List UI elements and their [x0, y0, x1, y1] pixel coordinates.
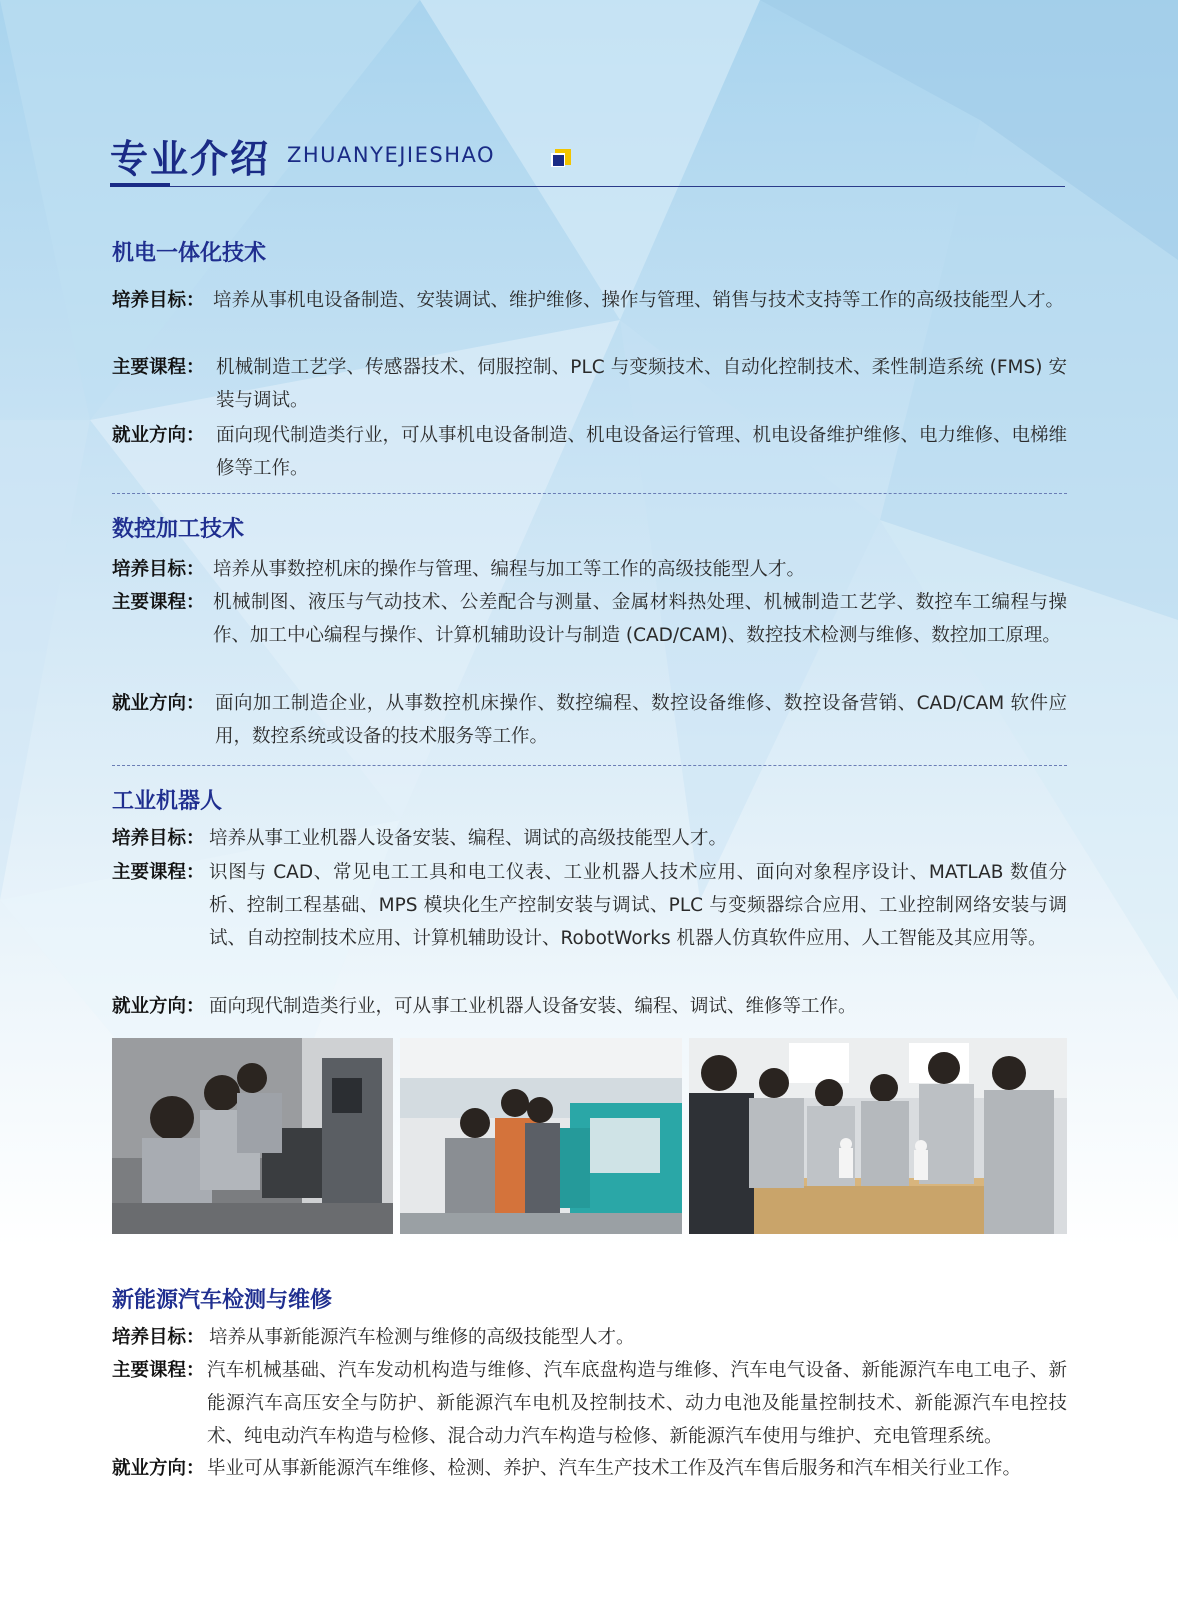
- photo-industrial-robot-class: [689, 1038, 1067, 1234]
- section-courses-row: [112, 586, 1067, 685]
- photo-cnc-machine-training: [400, 1038, 682, 1234]
- section-goal-row: [112, 822, 1067, 855]
- career-label: 就业方向：: [112, 425, 205, 446]
- section-goal-row: [112, 1321, 1067, 1354]
- career-text: 毕业可从事新能源汽车维修、检测、养护、汽车生产技术工作及汽车售后服务和汽车相关行业工作。: [207, 1458, 1022, 1479]
- section-career-row: [112, 990, 1067, 1023]
- header-divider-accent: [110, 183, 170, 187]
- header-divider: [110, 186, 1065, 187]
- goal-label: 培养目标：: [112, 1327, 205, 1348]
- courses-text: 机械制图、液压与气动技术、公差配合与测量、金属材料热处理、机械制造工艺学、数控车工编程与操作、加工中心编程与操作、计算机辅助设计与制造 (CAD/CAM)、数控技术检测与维修、数控加工原理。: [213, 592, 1067, 646]
- career-text: 面向现代制造类行业，可从事工业机器人设备安装、编程、调试、维修等工作。: [209, 996, 857, 1017]
- section-title: 工业机器人: [112, 789, 223, 814]
- section-courses-row: [112, 856, 1067, 988]
- courses-text: 机械制造工艺学、传感器技术、伺服控制、PLC 与变频技术、自动化控制技术、柔性制造系统 (FMS) 安装与调试。: [216, 357, 1067, 411]
- goal-label: 培养目标：: [112, 828, 205, 849]
- goal-label: 培养目标：: [112, 290, 205, 311]
- career-text: 面向现代制造类行业，可从事机电设备制造、机电设备运行管理、机电设备维护维修、电力维修、电梯维修等工作。: [216, 425, 1068, 479]
- section-divider: [112, 765, 1067, 766]
- courses-label: 主要课程：: [112, 1360, 205, 1381]
- courses-label: 主要课程：: [112, 592, 205, 613]
- section-divider: [112, 493, 1067, 494]
- section-title: 新能源汽车检测与维修: [112, 1288, 333, 1313]
- section-courses-row: [112, 1354, 1067, 1453]
- courses-text: 汽车机械基础、汽车发动机构造与维修、汽车底盘构造与维修、汽车电气设备、新能源汽车电工电子、新能源汽车高压安全与防护、新能源汽车电机及控制技术、动力电池及能量控制技术、新能源汽车电控技术、纯电动汽车构造与检修、混合动力汽车构造与检修、新能源汽车使用与维护、充电管理系统。: [207, 1360, 1067, 1447]
- section-title: 数控加工技术: [112, 517, 245, 542]
- section-career-row: [112, 687, 1067, 753]
- section-career-row: [112, 419, 1067, 485]
- section-courses-row: [112, 351, 1067, 417]
- goal-text: 培养从事数控机床的操作与管理、编程与加工等工作的高级技能型人才。: [213, 559, 806, 580]
- page-subtitle: ZHUANYEJIESHAO: [287, 143, 496, 167]
- career-label: 就业方向：: [112, 1458, 205, 1479]
- section-goal-row: [112, 553, 1067, 586]
- section-title: 机电一体化技术: [112, 241, 267, 266]
- career-text: 面向加工制造企业，从事数控机床操作、数控编程、数控设备维修、数控设备营销、CAD/CAM 软件应用，数控系统或设备的技术服务等工作。: [215, 693, 1067, 747]
- career-label: 就业方向：: [112, 996, 205, 1017]
- section-career-row: [112, 1452, 1067, 1485]
- career-label: 就业方向：: [112, 693, 205, 714]
- photo-students-electrical-training: [112, 1038, 393, 1234]
- courses-label: 主要课程：: [112, 862, 205, 883]
- goal-text: 培养从事工业机器人设备安装、编程、调试的高级技能型人才。: [209, 828, 728, 849]
- goal-text: 培养从事机电设备制造、安装调试、维护维修、操作与管理、销售与技术支持等工作的高级技能型人才。: [213, 290, 1065, 311]
- courses-label: 主要课程：: [112, 357, 205, 378]
- page-title: 专业介绍: [110, 137, 271, 181]
- goal-text: 培养从事新能源汽车检测与维修的高级技能型人才。: [209, 1327, 635, 1348]
- section-goal-row: [112, 284, 1067, 350]
- courses-text: 识图与 CAD、常见电工工具和电工仪表、工业机器人技术应用、面向对象程序设计、MATLAB 数值分析、控制工程基础、MPS 模块化生产控制安装与调试、PLC 与变频器综合应用、工业控制网络安装与调试、自动控制技术应用、计算机辅助设计、RobotWorks 机器人仿真软件应用、人工智能及其应用等。: [209, 862, 1067, 949]
- goal-label: 培养目标：: [112, 559, 205, 580]
- square-icon: [551, 149, 571, 169]
